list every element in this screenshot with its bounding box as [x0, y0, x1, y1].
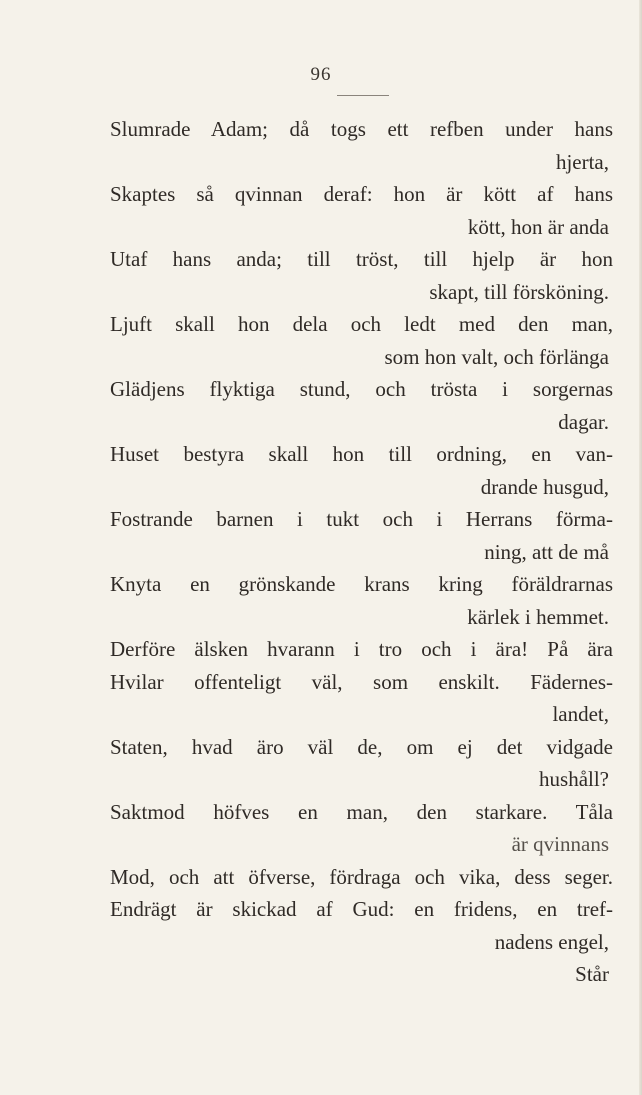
- poem-line: Endrägt är skickad af Gud: en fridens, en tref-: [110, 897, 613, 921]
- poem-line: Mod, och att öfverse, fördraga och vika, dess seger.: [110, 864, 613, 889]
- poem-line: Huset bestyra skall hon till ordning, en van-: [110, 442, 613, 466]
- poem-line: Saktmod höfves en man, den starkare. Tåla: [110, 799, 613, 824]
- poem-line: Knyta en grönskande krans kring föräldrarnas: [110, 572, 613, 596]
- poem-line: som hon valt, och förlänga: [384, 344, 609, 369]
- poem-line: Hvilar offenteligt väl, som enskilt. Fädernes-: [110, 669, 613, 694]
- poem-line: Ljuft skall hon dela och ledt med den man,: [110, 312, 613, 336]
- poem-line: Slumrade Adam; då togs ett refben under hans: [110, 117, 613, 141]
- poem-line: landet,: [552, 702, 609, 726]
- poem-line: dagar.: [558, 409, 609, 434]
- poem-line: nadens engel,: [494, 929, 609, 954]
- poem-line: hushåll?: [539, 767, 609, 791]
- poem-line: Staten, hvad äro väl de, om ej det vidgade: [110, 734, 613, 759]
- poem-line: hjerta,: [555, 149, 609, 174]
- poem-line: kött, hon är anda: [467, 214, 609, 239]
- poem-line: är qvinnans: [511, 832, 609, 856]
- poem-line: Glädjens flyktiga stund, och trösta i sorgernas: [110, 377, 613, 401]
- page-number: 96: [310, 64, 332, 85]
- poem-line: Skaptes så qvinnan deraf: hon är kött af hans: [110, 182, 613, 206]
- poem-line: ning, att de må: [484, 539, 609, 564]
- poem-line: Utaf hans anda; till tröst, till hjelp är hon: [110, 247, 613, 271]
- poem-line: skapt, till försköning.: [429, 279, 609, 304]
- poem-text: [110, 113, 613, 991]
- poem-line: Fostrande barnen i tukt och i Herrans förma-: [110, 507, 613, 531]
- page-number-rule: [337, 95, 389, 96]
- poem-line: drande husgud,: [480, 474, 609, 499]
- catchword: Står: [575, 962, 609, 986]
- poem-line: kärlek i hemmet.: [467, 604, 609, 629]
- poem-line: Derföre älsken hvarann i tro och i ära! På ära: [110, 637, 613, 661]
